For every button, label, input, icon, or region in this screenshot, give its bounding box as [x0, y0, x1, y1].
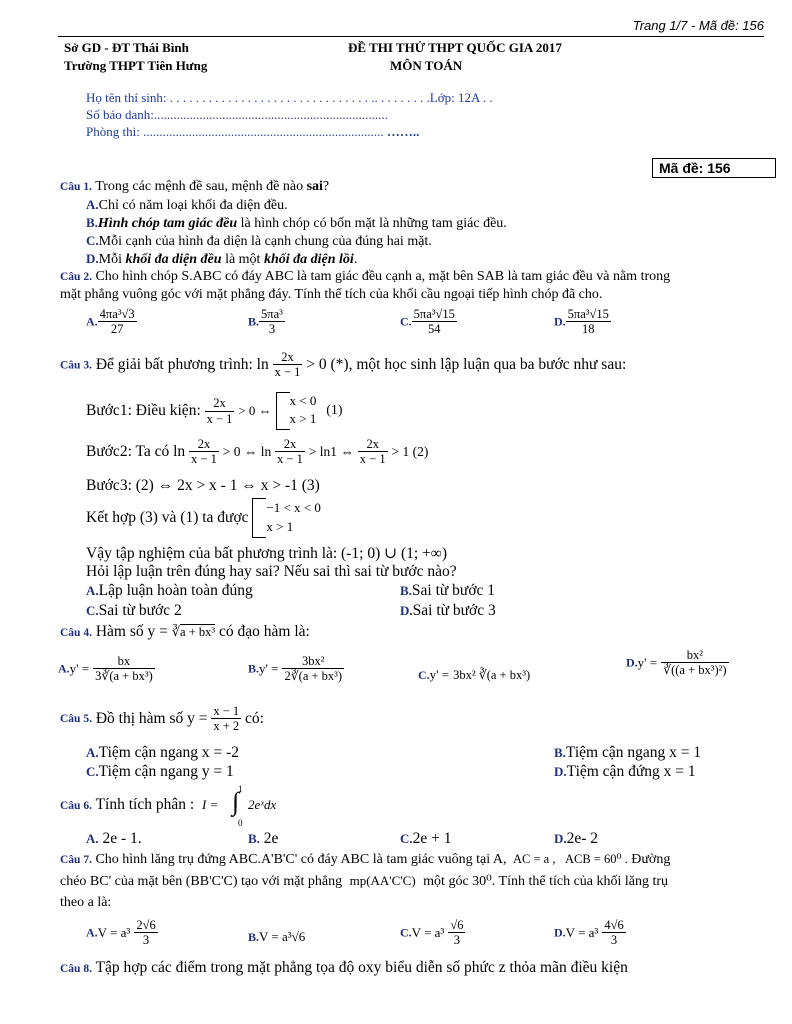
q4-a-fraction: [93, 654, 155, 684]
question-4-number: Câu 4.: [60, 627, 92, 639]
q2-d-numerator: 5πa³√15: [567, 307, 609, 321]
q1-option-c-label: C.: [86, 233, 99, 248]
q1-option-d-text-2: là một: [221, 252, 264, 267]
q4-d-numerator: bx²: [661, 648, 728, 663]
question-4: [60, 623, 310, 641]
q3-step-2-fraction-2: [275, 437, 305, 467]
q4-b-numerator: 3bx²: [282, 654, 344, 669]
name-field[interactable]: . . . . . . . . . . . . . . . . . . . . . . . . . . . . . . . .. . . . . . . . .: [169, 90, 430, 105]
q2-option-a-label: A.: [86, 314, 98, 329]
q7-c-lhs: V = a³: [411, 924, 445, 940]
q6-option-b-text: 2e: [263, 830, 279, 847]
question-7: [60, 851, 670, 868]
q7-c-fraction: [448, 918, 465, 948]
q3-question: Hỏi lập luận trên đúng hay sai? Nếu sai thì sai từ bước nào?: [86, 563, 457, 580]
question-6-text: Tính tích phân :: [95, 796, 195, 813]
question-3-number: Câu 3.: [60, 359, 92, 372]
class-field[interactable]: Lớp: 12A . .: [429, 90, 493, 105]
q6-upper-limit: 1: [238, 784, 243, 794]
question-2-line-2: mặt phẳng vuông góc với mặt phẳng đáy. Tính thể tích của khối cầu ngoại tiếp hình chóp đã cho.: [60, 287, 603, 302]
q7-c-denominator: 3: [453, 933, 461, 948]
room-field-end: ……..: [386, 124, 420, 139]
q4-option-a[interactable]: [58, 654, 155, 684]
q3-step-4-case-2: x > 1: [266, 519, 294, 534]
q4-option-c-label: C.: [418, 668, 430, 682]
question-5-number: Câu 5.: [60, 712, 92, 725]
q1-option-d-bold-2: khối đa diện lồi: [263, 252, 354, 267]
q3-step-2-denominator-3: x − 1: [359, 452, 386, 467]
q6-option-d-text: 2e- 2: [566, 830, 599, 847]
q3-step-1-fraction: [205, 396, 235, 426]
q3-step-2-numerator-2: 2x: [275, 437, 305, 452]
q6-integrand: 2eˣdx: [248, 797, 277, 812]
page-code: Trang 1/7 - Mã đề: 156: [632, 18, 764, 33]
q2-option-b-label: B.: [248, 314, 260, 329]
q2-option-d-label: D.: [554, 314, 566, 329]
q3-option-b-label: B.: [400, 583, 412, 598]
header-rule: [58, 36, 764, 37]
q2-option-b[interactable]: [248, 307, 285, 337]
q3-step-1-relation: > 0 ⇔: [238, 403, 272, 418]
candidate-name-line: [86, 90, 493, 106]
q3-step-4-system: [252, 498, 321, 538]
q4-a-denominator: 3∛(a + bx³): [95, 669, 153, 684]
q3-main-denominator: x − 1: [274, 365, 301, 380]
question-8: [60, 959, 628, 977]
question-3-intro: Để giải bất phương trình: ln: [95, 355, 269, 373]
q4-option-d[interactable]: [626, 648, 729, 678]
q7-option-d-label: D.: [554, 925, 566, 940]
q3-conclusion: Vậy tập nghiệm của bất phương trình là: (-1; 0) ∪ (1; +∞): [86, 545, 448, 562]
sbd-label: Số báo danh:: [86, 107, 154, 122]
question-5-text-end: có:: [245, 709, 264, 727]
question-7-line-1: Cho hình lăng trụ đứng ABC.A'B'C' có đáy ABC là tam giác vuông tại A,: [95, 852, 507, 867]
q4-c-expression: 3bx² ∛(a + bx³): [453, 668, 531, 682]
q3-step-1-denominator: x − 1: [206, 411, 233, 426]
q3-step-4: [86, 498, 321, 538]
q4-b-denominator: 2∛(a + bx³): [284, 669, 343, 684]
question-1-end: ?: [322, 179, 330, 194]
q7-angle-acb: ACB = 60⁰ .: [564, 852, 628, 866]
question-7-line-1-end: Đường: [631, 852, 671, 867]
room-label: Phòng thi:: [86, 124, 140, 139]
question-6: [60, 796, 218, 814]
q7-plane: mp(AA'C'C): [349, 873, 416, 888]
q7-option-b[interactable]: [248, 928, 305, 946]
q5-fraction: [211, 704, 241, 734]
q3-step-4-label: Kết hợp (3) và (1) ta được: [86, 509, 249, 526]
q3-step-4-case-1: −1 < x < 0: [266, 500, 321, 515]
q3-step-1-system: [276, 392, 317, 430]
department: Sở GD - ĐT Thái Bình: [64, 40, 189, 55]
q2-option-a-fraction: [98, 307, 137, 337]
question-3-intro-end: > 0 (*), một học sinh lập luận qua ba bước như sau:: [306, 355, 627, 373]
question-4-text-end: có đạo hàm là:: [219, 623, 310, 640]
sbd-field[interactable]: ........................................................................: [153, 107, 388, 122]
q4-b-lhs: y' =: [259, 660, 279, 676]
q3-step-1: [86, 392, 343, 430]
q3-option-c[interactable]: [86, 602, 182, 620]
q3-step-1-case-1: x < 0: [289, 393, 317, 408]
q2-a-denominator: 27: [110, 322, 124, 337]
q2-option-b-fraction: [259, 307, 285, 337]
question-5-text: Đồ thị hàm số y =: [95, 709, 208, 727]
q1-option-b-bold: Hình chóp tam giác đều: [97, 216, 238, 231]
q3-step-2-denominator-2: x − 1: [277, 452, 303, 467]
q3-step-2-numerator-3: 2x: [358, 437, 388, 452]
q7-d-denominator: 3: [610, 933, 618, 948]
question-1-number: Câu 1.: [60, 181, 92, 193]
q7-a-denominator: 3: [142, 933, 150, 948]
q3-main-fraction: [273, 350, 303, 380]
q7-option-a-label: A.: [86, 925, 98, 940]
q2-b-denominator: 3: [268, 322, 276, 337]
room-field[interactable]: ..........................................................................: [143, 124, 384, 139]
q2-c-denominator: 54: [428, 322, 441, 337]
q6-lower-limit: 0: [238, 818, 243, 828]
q7-option-c-label: C.: [400, 925, 412, 940]
q3-step-1-case-2: x > 1: [289, 411, 317, 426]
q1-option-a[interactable]: [86, 197, 288, 214]
q2-c-numerator: 5πa³√15: [413, 307, 455, 321]
question-1-text: Trong các mệnh đề sau, mệnh đề nào: [95, 179, 307, 194]
question-8-text: Tập hợp các điểm trong mặt phẳng tọa độ oxy biểu diễn số phức z thỏa mãn điều kiện: [95, 959, 628, 976]
q4-option-b[interactable]: [248, 654, 344, 684]
q7-option-d[interactable]: [554, 918, 626, 948]
q4-b-fraction: [282, 654, 344, 684]
question-6-number: Câu 6.: [60, 800, 92, 812]
q3-step-3: Bước3: (2) ⇔ 2x > x - 1 ⇔ x > -1 (3): [86, 477, 320, 494]
question-8-number: Câu 8.: [60, 963, 92, 975]
q3-step-1-label: Bước1: Điều kiện:: [86, 402, 201, 419]
q4-d-denominator: ∛((a + bx³)²): [663, 663, 727, 678]
q3-step-2-part-c: > 1 (2): [391, 443, 429, 459]
q2-option-d-fraction: [566, 307, 611, 337]
q7-option-b-text: V = a³√6: [259, 929, 306, 944]
question-5: [60, 704, 264, 734]
school-name: Trường THPT Tiên Hưng: [64, 58, 208, 73]
question-2-line-1: Cho hình chóp S.ABC có đáy ABC là tam giác đều cạnh a, mặt bên SAB là tam giác đều và nằm trong: [95, 269, 671, 284]
q3-option-b[interactable]: [400, 582, 495, 600]
q2-option-d[interactable]: [554, 307, 611, 337]
q3-option-a-label: A.: [86, 583, 99, 598]
q7-d-numerator: 4√6: [604, 918, 624, 932]
q7-option-a[interactable]: [86, 918, 158, 948]
q5-option-a[interactable]: [86, 744, 239, 762]
question-7-line-2: [60, 873, 668, 890]
bracket-icon: [276, 392, 290, 430]
q4-d-lhs: y' =: [637, 654, 658, 670]
q7-a-fraction: [134, 918, 157, 948]
q1-option-d-end: .: [353, 252, 358, 267]
exam-code-box: Mã đề: 156: [652, 158, 776, 178]
q3-option-d-text: Sai từ bước 3: [412, 602, 496, 619]
q4-option-c[interactable]: [418, 666, 530, 684]
q4-option-b-label: B.: [248, 661, 260, 676]
question-1: [60, 179, 329, 195]
q1-option-c[interactable]: [86, 233, 432, 250]
cube-root-icon: ∛: [171, 624, 181, 639]
q1-option-b[interactable]: [86, 215, 507, 232]
question-7-number: Câu 7.: [60, 854, 92, 866]
q3-step-2-label: Bước2: Ta có ln: [86, 442, 186, 460]
q1-option-c-text: Mỗi cạnh của hình đa diện là cạnh chung của đúng hai mặt.: [98, 234, 432, 249]
q7-d-fraction: [602, 918, 625, 948]
q6-option-c[interactable]: [400, 830, 452, 848]
q5-denominator: x + 2: [213, 719, 240, 734]
q2-a-numerator: 4πa³√3: [99, 307, 135, 321]
question-2: [60, 269, 670, 285]
q3-option-a-text: Lập luận hoàn toàn đúng: [98, 582, 253, 599]
subject-title: MÔN TOÁN: [390, 58, 463, 73]
sbd-line: [86, 107, 388, 123]
q5-option-d-label: D.: [554, 764, 567, 779]
q7-option-b-label: B.: [248, 930, 260, 944]
q6-option-c-label: C.: [400, 831, 413, 846]
q4-d-fraction: [661, 648, 728, 678]
q7-d-lhs: V = a³: [565, 924, 599, 940]
q7-a-lhs: V = a³: [97, 924, 131, 940]
bracket-icon: [252, 498, 266, 538]
q2-b-numerator: 5πa³: [261, 307, 283, 321]
question-3: [60, 350, 626, 380]
q1-option-b-label: B.: [86, 215, 98, 230]
q1-option-d-text-1: Mỗi: [98, 252, 126, 267]
q7-ac: AC = a ,: [512, 852, 556, 866]
q1-option-d-bold-1: khối đa diện đều: [125, 252, 222, 267]
q4-option-a-label: A.: [58, 661, 70, 676]
exam-title: ĐỀ THI THỬ THPT QUỐC GIA 2017: [348, 40, 562, 55]
q3-main-numerator: 2x: [273, 350, 303, 365]
q1-option-d-label: D.: [86, 251, 99, 266]
q5-numerator: x − 1: [213, 704, 240, 718]
q1-option-a-label: A.: [86, 197, 99, 212]
q6-option-a-text: 2e - 1.: [102, 830, 142, 847]
q6-option-b-label: B.: [248, 831, 260, 846]
q6-option-c-text: 2e + 1: [412, 830, 452, 847]
q3-step-2-fraction-1: [189, 437, 219, 467]
q5-option-d[interactable]: [554, 763, 696, 781]
q5-option-b-text: Tiệm cận ngang x = 1: [565, 744, 702, 761]
q7-c-numerator: √6: [450, 918, 464, 932]
question-4-text: Hàm số y =: [95, 623, 168, 640]
q7-option-c[interactable]: [400, 918, 465, 948]
integral-icon: ∫: [232, 787, 240, 816]
q5-option-c-text: Tiệm cận ngang y = 1: [98, 763, 234, 780]
q4-a-lhs: y' =: [69, 660, 90, 676]
q4-a-numerator: bx: [93, 654, 155, 669]
q6-option-d-label: D.: [554, 831, 567, 846]
q6-lhs: I =: [202, 797, 219, 812]
q5-option-b[interactable]: [554, 744, 701, 762]
q3-step-2-part-b: > ln1 ⇔: [308, 443, 354, 459]
q4-c-lhs: y' =: [429, 667, 450, 682]
q3-option-d[interactable]: [400, 602, 496, 620]
name-label: Họ tên thí sinh:: [86, 90, 167, 105]
q1-option-a-text: Chỉ có năm loại khối đa diện đều.: [98, 198, 288, 213]
question-7-line-2-end: một góc 30⁰. Tính thể tích của khối lăng trụ: [423, 874, 669, 889]
q1-option-d[interactable]: [86, 251, 357, 268]
q3-option-c-label: C.: [86, 603, 99, 618]
q3-option-d-label: D.: [400, 603, 413, 618]
q5-option-c-label: C.: [86, 764, 99, 779]
question-4-radicand: a + bx³: [180, 625, 216, 639]
q3-step-1-numerator: 2x: [205, 396, 235, 411]
q3-option-a[interactable]: [86, 582, 253, 600]
q3-step-2-part-a: > 0 ⇔ ln: [222, 443, 272, 459]
question-7-line-3: theo a là:: [60, 895, 112, 910]
q3-step-2-denominator-1: x − 1: [191, 452, 217, 467]
q3-option-c-text: Sai từ bước 2: [98, 602, 182, 619]
q5-option-c[interactable]: [86, 763, 234, 781]
q3-option-b-text: Sai từ bước 1: [411, 582, 496, 599]
q3-step-2: [86, 437, 428, 467]
q3-step-2-fraction-3: [358, 437, 388, 467]
q4-option-d-label: D.: [626, 655, 638, 670]
q5-option-a-text: Tiệm cận ngang x = -2: [98, 744, 239, 761]
q6-option-a[interactable]: [86, 830, 142, 848]
q2-option-c-label: C.: [400, 314, 412, 329]
q5-option-d-text: Tiệm cận đứng x = 1: [566, 763, 696, 780]
q7-a-numerator: 2√6: [136, 918, 156, 932]
q2-option-c-fraction: [412, 307, 457, 337]
question-2-number: Câu 2.: [60, 271, 92, 283]
q1-option-b-text: là hình chóp có bốn mặt là những tam giác đều.: [237, 216, 507, 231]
q2-option-c[interactable]: [400, 307, 457, 337]
q2-d-denominator: 18: [582, 322, 595, 337]
q5-option-b-label: B.: [554, 745, 566, 760]
room-line: [86, 124, 419, 140]
question-1-emphasis: sai: [306, 179, 323, 194]
question-7-line-2-text: chéo BC' của mặt bên (BB'C'C) tạo với mặt phẳng: [60, 874, 343, 889]
q2-option-a[interactable]: [86, 307, 137, 337]
q5-option-a-label: A.: [86, 745, 99, 760]
q3-step-2-numerator-1: 2x: [189, 437, 219, 452]
q6-option-a-label: A.: [86, 831, 99, 846]
q6-option-b[interactable]: [248, 830, 278, 848]
q6-option-d[interactable]: [554, 830, 598, 848]
q3-step-1-tag: (1): [326, 403, 343, 418]
